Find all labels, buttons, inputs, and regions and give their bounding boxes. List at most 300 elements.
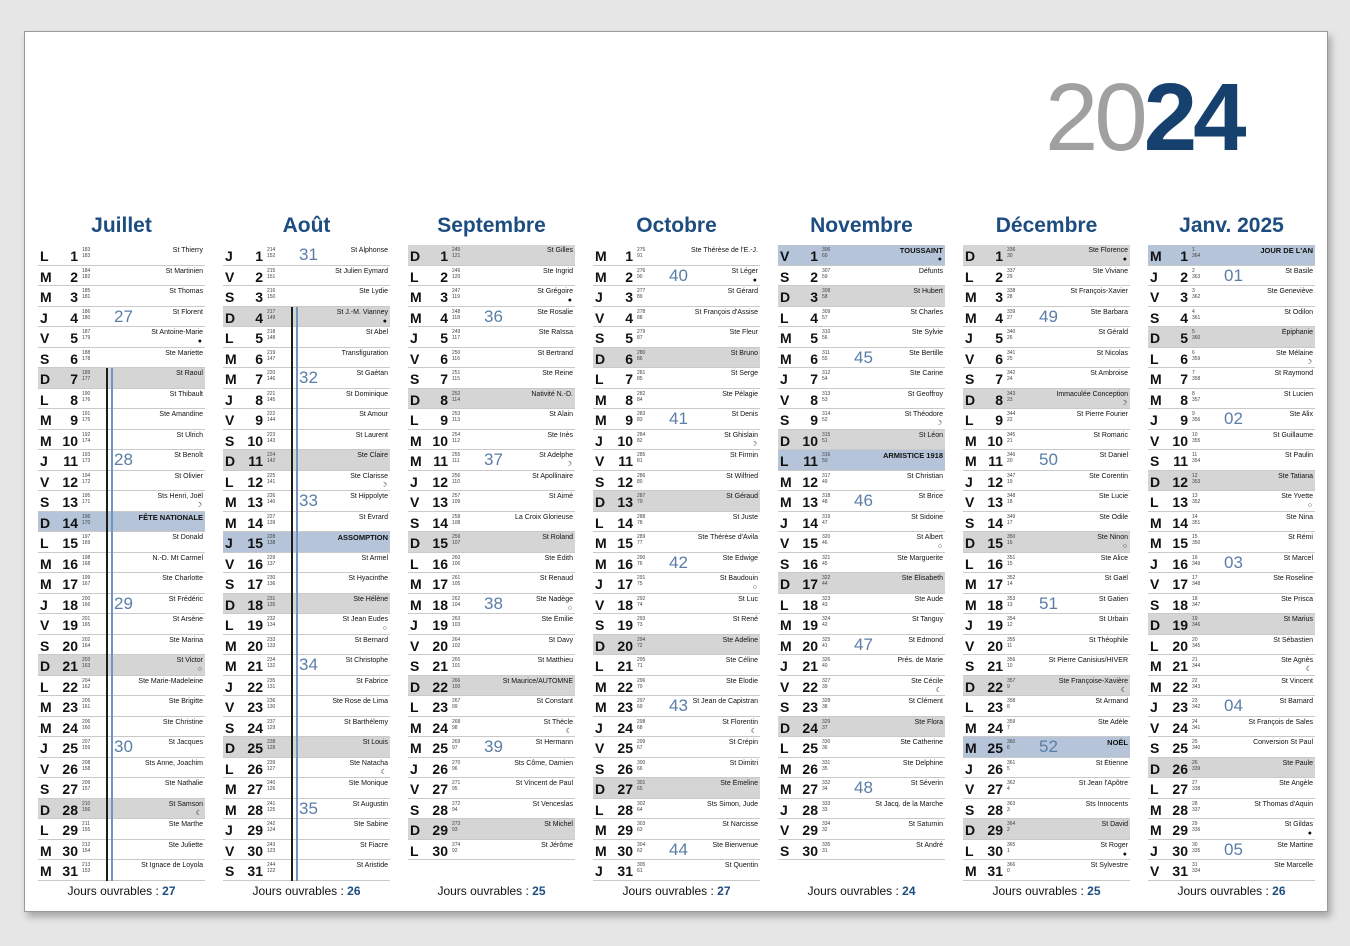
weekday-letter: M xyxy=(965,576,977,592)
weekday-letter: V xyxy=(40,617,50,633)
day-row xyxy=(963,778,1130,799)
month-name: Octobre xyxy=(636,214,717,237)
saint-name: Ste Marina xyxy=(169,636,203,644)
moon-phase-icon: ☽ xyxy=(565,461,572,468)
weekday-letter: J xyxy=(410,760,418,777)
saint-name: St Apollinaire xyxy=(532,472,573,480)
saint-name: St Hubert xyxy=(913,288,943,295)
day-number: 19 xyxy=(247,617,263,633)
weekday-letter: M xyxy=(965,740,977,756)
day-of-year: 205 161 xyxy=(82,698,91,710)
day-number: 2 xyxy=(255,268,263,285)
weekday-letter: M xyxy=(410,740,422,756)
day-of-year: 8 357 xyxy=(1192,390,1201,403)
weekday-letter: L xyxy=(410,412,419,428)
weekday-letter: M xyxy=(1150,371,1162,387)
saint-name: St Wilfried xyxy=(726,472,758,480)
week-number: 50 xyxy=(1039,450,1058,470)
weekday-letter: J xyxy=(1150,555,1158,572)
day-row xyxy=(1148,368,1315,389)
day-number: 13 xyxy=(987,494,1003,510)
weekday-letter: M xyxy=(595,842,607,859)
weekday-letter: S xyxy=(780,268,790,285)
day-of-year: 192 174 xyxy=(82,431,91,444)
day-of-year: 267 99 xyxy=(452,698,461,710)
day-number: 22 xyxy=(987,678,1003,695)
day-of-year: 222 144 xyxy=(267,411,276,423)
weekday-letter: D xyxy=(595,637,606,654)
day-number: 24 xyxy=(987,719,1003,736)
day-row xyxy=(38,614,205,635)
day-number: 29 xyxy=(432,822,448,838)
saint-name: St Olivier xyxy=(174,472,203,480)
saint-name: Ste Raïssa xyxy=(538,329,573,336)
weekday-letter: M xyxy=(780,350,792,367)
day-row xyxy=(778,450,945,471)
day-row xyxy=(593,450,760,471)
day-of-year: 355 11 xyxy=(1007,636,1016,649)
weekday-letter: D xyxy=(780,719,791,736)
day-of-year: 187 179 xyxy=(82,329,91,341)
day-number: 7 xyxy=(70,371,78,387)
day-number: 25 xyxy=(432,740,448,756)
month-name: Janv. 2025 xyxy=(1179,214,1284,237)
day-row xyxy=(223,819,390,840)
day-number: 20 xyxy=(247,637,263,654)
day-number: 20 xyxy=(617,637,633,654)
day-number: 31 xyxy=(1172,863,1188,879)
weekday-letter: S xyxy=(965,371,975,387)
holiday-bar xyxy=(106,368,113,881)
day-row xyxy=(223,840,390,861)
saint-name: Ste Claire xyxy=(357,452,388,459)
day-row xyxy=(593,737,760,758)
day-of-year: 292 74 xyxy=(637,595,646,608)
moon-phase-icon: ● xyxy=(1122,850,1127,858)
weekday-letter: M xyxy=(595,391,607,408)
saint-name: Sts Côme, Damien xyxy=(514,759,573,767)
day-row xyxy=(1148,471,1315,492)
day-number: 7 xyxy=(440,371,448,387)
saint-name: St Jean Eudes xyxy=(342,616,388,623)
day-of-year: 25 340 xyxy=(1192,739,1201,751)
week-number: 36 xyxy=(484,306,503,326)
weekday-letter: J xyxy=(1150,412,1158,428)
saint-name: Ste Tatiana xyxy=(1278,472,1313,480)
day-number: 5 xyxy=(440,330,448,346)
day-row xyxy=(408,348,575,369)
weekday-letter: V xyxy=(595,740,605,756)
day-number: 16 xyxy=(62,555,78,572)
saint-name: Ste Amandine xyxy=(159,411,203,418)
weekday-letter: S xyxy=(225,576,235,592)
saint-name: St Jacq. de la Marche xyxy=(875,800,943,808)
day-number: 10 xyxy=(617,432,633,449)
day-of-year: 286 80 xyxy=(637,472,646,485)
weekday-letter: M xyxy=(780,330,792,346)
saint-name: St Géraud xyxy=(726,493,758,500)
week-number: 32 xyxy=(299,368,318,388)
month-column xyxy=(593,214,760,909)
day-number: 26 xyxy=(62,760,78,777)
workdays-count: Jours ouvrables : 27 xyxy=(67,884,176,898)
day-row xyxy=(1148,450,1315,471)
saint-name: Ste Élodie xyxy=(726,677,758,685)
saint-name: St Léger xyxy=(731,267,758,275)
day-of-year: 346 20 xyxy=(1007,452,1016,464)
saint-name: ASSOMPTION xyxy=(337,533,388,542)
weekday-letter: M xyxy=(595,822,607,838)
weekday-letter: D xyxy=(965,391,976,408)
moon-phase-icon: ☽ xyxy=(935,420,942,427)
saint-name: Ste Viviane xyxy=(1092,267,1128,275)
weekday-letter: M xyxy=(780,781,792,797)
day-number: 8 xyxy=(625,391,633,408)
saint-name: Ste Geneviève xyxy=(1267,288,1313,295)
day-of-year: 310 56 xyxy=(822,329,831,341)
saint-name: St Thècle xyxy=(543,718,573,726)
weekday-letter: L xyxy=(780,309,789,326)
day-of-year: 213 153 xyxy=(82,862,91,874)
weekday-letter: V xyxy=(410,494,420,510)
weekday-letter: M xyxy=(780,617,792,633)
saint-name: St Laurent xyxy=(355,431,388,439)
day-row xyxy=(778,655,945,676)
day-number: 8 xyxy=(1180,391,1188,408)
saint-name: St Louis xyxy=(362,739,388,746)
day-of-year: 224 142 xyxy=(267,452,276,464)
day-number: 19 xyxy=(432,617,448,633)
weekday-letter: V xyxy=(225,842,235,859)
saint-name: St Charles xyxy=(910,308,943,316)
day-of-year: 233 133 xyxy=(267,636,276,649)
saint-name: St Martinien xyxy=(165,267,203,275)
week-number: 40 xyxy=(669,265,688,285)
day-number: 25 xyxy=(1172,740,1188,756)
weekday-letter: D xyxy=(410,678,421,695)
day-of-year: 318 48 xyxy=(822,493,831,505)
day-number: 7 xyxy=(995,371,1003,387)
day-of-year: 12 353 xyxy=(1192,472,1201,485)
day-number: 20 xyxy=(432,637,448,654)
month-days xyxy=(223,245,390,881)
weekday-letter: S xyxy=(410,371,420,387)
day-row xyxy=(223,778,390,799)
day-of-year: 263 103 xyxy=(452,616,461,628)
day-number: 23 xyxy=(802,699,818,715)
day-row xyxy=(408,532,575,553)
day-number: 10 xyxy=(432,432,448,449)
weekday-letter: M xyxy=(965,309,977,326)
moon-phase-icon: ☾ xyxy=(195,809,202,817)
saint-name: Ste Thérèse d'Avila xyxy=(697,534,758,541)
weekday-letter: V xyxy=(1150,576,1160,592)
day-number: 2 xyxy=(440,268,448,285)
day-number: 6 xyxy=(995,350,1003,367)
weekday-letter: M xyxy=(40,699,52,715)
day-row xyxy=(38,409,205,430)
day-number: 22 xyxy=(432,678,448,695)
day-number: 14 xyxy=(802,514,818,531)
day-number: 5 xyxy=(255,330,263,346)
day-of-year: 324 42 xyxy=(822,616,831,628)
weekday-letter: S xyxy=(595,760,605,777)
weekday-letter: L xyxy=(595,371,604,387)
day-number: 21 xyxy=(432,658,448,674)
weekday-letter: M xyxy=(410,289,422,305)
day-number: 3 xyxy=(255,289,263,305)
day-number: 15 xyxy=(247,535,263,551)
week-number: 39 xyxy=(484,737,503,757)
saint-name: St Victor xyxy=(176,657,203,664)
day-of-year: 295 71 xyxy=(637,657,646,669)
day-row xyxy=(223,286,390,307)
moon-phase-icon: ● xyxy=(567,297,572,304)
day-number: 13 xyxy=(432,494,448,510)
saint-name: Sts Anne, Joachim xyxy=(145,759,203,767)
day-of-year: 272 94 xyxy=(452,800,461,813)
moon-phase-icon: ○ xyxy=(1307,502,1312,509)
day-row xyxy=(963,368,1130,389)
day-number: 26 xyxy=(1172,760,1188,777)
day-number: 28 xyxy=(987,801,1003,818)
week-number: 37 xyxy=(484,450,503,470)
weekday-letter: S xyxy=(780,842,790,859)
day-row xyxy=(1148,799,1315,820)
weekday-letter: S xyxy=(965,658,975,674)
day-number: 10 xyxy=(802,432,818,449)
saint-name: St André xyxy=(916,841,943,849)
weekday-letter: D xyxy=(225,309,236,326)
day-number: 28 xyxy=(432,801,448,818)
saint-name: Ste Élisabeth xyxy=(901,575,943,582)
day-of-year: 18 347 xyxy=(1192,595,1201,608)
saint-name: Ste Prisca xyxy=(1281,595,1313,603)
day-of-year: 258 108 xyxy=(452,513,461,526)
weekday-letter: M xyxy=(965,719,977,736)
weekday-letter: J xyxy=(225,822,233,838)
day-row xyxy=(38,471,205,492)
weekday-letter: D xyxy=(965,822,976,838)
day-row xyxy=(963,348,1130,369)
weekday-letter: L xyxy=(40,248,49,264)
weekday-letter: M xyxy=(965,453,977,469)
saint-name: St Ambroise xyxy=(1090,370,1128,377)
day-number: 14 xyxy=(247,514,263,531)
day-number: 17 xyxy=(247,576,263,592)
day-row xyxy=(223,266,390,287)
saint-name: La Croix Glorieuse xyxy=(515,513,573,521)
saint-name: Ste Natacha xyxy=(349,759,388,767)
day-of-year: 359 7 xyxy=(1007,718,1016,731)
day-row xyxy=(38,491,205,512)
day-of-year: 260 106 xyxy=(452,554,461,567)
day-of-year: 357 9 xyxy=(1007,677,1016,690)
saint-name: Ste Barbara xyxy=(1090,308,1128,316)
saint-name: St Jean de Capistran xyxy=(692,698,758,705)
weekday-letter: D xyxy=(780,289,791,305)
day-number: 5 xyxy=(1180,330,1188,346)
day-number: 18 xyxy=(617,596,633,613)
weekday-letter: M xyxy=(595,678,607,695)
week-number: 02 xyxy=(1224,409,1243,429)
saint-name: St Théodore xyxy=(904,411,943,418)
day-number: 3 xyxy=(810,289,818,305)
saint-name: St Crépin xyxy=(728,739,758,746)
day-of-year: 23 342 xyxy=(1192,698,1201,710)
day-of-year: 15 350 xyxy=(1192,534,1201,546)
weekday-letter: J xyxy=(410,473,418,490)
day-row xyxy=(963,553,1130,574)
weekday-letter: L xyxy=(40,678,49,695)
day-of-year: 301 65 xyxy=(637,780,646,792)
day-number: 23 xyxy=(62,699,78,715)
month-column xyxy=(778,214,945,909)
day-number: 29 xyxy=(62,822,78,838)
day-number: 1 xyxy=(70,248,78,264)
day-of-year: 270 96 xyxy=(452,759,461,772)
saint-name: Ste Rosalie xyxy=(537,308,573,316)
saint-name: Ste Rose de Lima xyxy=(332,698,388,705)
day-of-year: 307 59 xyxy=(822,267,831,280)
weekday-letter: D xyxy=(780,576,791,592)
day-of-year: 345 21 xyxy=(1007,431,1016,444)
saint-name: Ste Florence xyxy=(1088,247,1128,254)
weekday-letter: V xyxy=(410,781,420,797)
saint-name: St Léon xyxy=(918,431,943,439)
saint-name: St Romaric xyxy=(1093,431,1128,439)
weekday-letter: S xyxy=(1150,309,1160,326)
day-row xyxy=(778,471,945,492)
saint-name: St Vincent xyxy=(1281,677,1313,685)
saint-name: St Augustin xyxy=(352,800,388,808)
day-number: 29 xyxy=(1172,822,1188,838)
day-row xyxy=(223,430,390,451)
weekday-letter: M xyxy=(40,555,52,572)
day-of-year: 361 5 xyxy=(1007,759,1016,772)
month-column xyxy=(408,214,575,909)
day-row xyxy=(963,758,1130,779)
day-row xyxy=(408,799,575,820)
day-number: 3 xyxy=(995,289,1003,305)
saint-name: Ste Lydie xyxy=(359,288,388,295)
weekday-letter: L xyxy=(780,740,789,756)
day-number: 17 xyxy=(617,576,633,592)
day-number: 11 xyxy=(988,453,1003,469)
day-row xyxy=(778,594,945,615)
day-of-year: 201 165 xyxy=(82,616,91,628)
moon-phase-icon: ○ xyxy=(567,604,572,612)
day-of-year: 312 54 xyxy=(822,370,831,382)
day-of-year: 185 181 xyxy=(82,288,91,300)
day-of-year: 335 31 xyxy=(822,841,831,854)
day-of-year: 287 79 xyxy=(637,493,646,505)
day-number: 16 xyxy=(247,555,263,572)
day-of-year: 242 124 xyxy=(267,821,276,833)
day-row xyxy=(38,532,205,553)
saint-name: Ste Martine xyxy=(1277,841,1313,849)
day-row xyxy=(778,553,945,574)
day-number: 9 xyxy=(255,412,263,428)
day-of-year: 231 135 xyxy=(267,595,276,608)
saint-name: St Donald xyxy=(172,534,203,541)
saint-name: St Edmond xyxy=(908,636,943,644)
day-of-year: 273 93 xyxy=(452,821,461,833)
saint-name: St Adelphe xyxy=(539,452,573,459)
saint-name: St François d'Assise xyxy=(694,308,758,316)
day-row xyxy=(1148,676,1315,697)
day-number: 7 xyxy=(810,371,818,387)
day-number: 5 xyxy=(810,330,818,346)
day-row xyxy=(593,245,760,266)
day-number: 11 xyxy=(433,453,448,469)
day-number: 20 xyxy=(62,637,78,654)
day-number: 18 xyxy=(802,596,818,613)
saint-name: St Raymond xyxy=(1274,370,1313,377)
saint-name: St Samson xyxy=(168,800,203,808)
saint-name: Ste Delphine xyxy=(902,759,943,767)
day-row xyxy=(408,409,575,430)
weekday-letter: S xyxy=(225,863,235,879)
day-of-year: 347 19 xyxy=(1007,472,1016,485)
day-of-year: 294 72 xyxy=(637,636,646,649)
week-number: 52 xyxy=(1039,737,1058,757)
weekday-letter: S xyxy=(1150,740,1160,756)
day-of-year: 281 85 xyxy=(637,370,646,382)
day-row xyxy=(38,368,205,389)
day-row xyxy=(963,696,1130,717)
day-of-year: 319 47 xyxy=(822,513,831,526)
weekday-letter: V xyxy=(40,760,50,777)
saint-name: Ste Reine xyxy=(542,370,573,377)
day-row xyxy=(38,717,205,738)
day-of-year: 257 109 xyxy=(452,493,461,505)
day-row xyxy=(408,717,575,738)
day-number: 29 xyxy=(247,822,263,838)
day-of-year: 236 130 xyxy=(267,698,276,710)
weekday-letter: D xyxy=(225,740,236,756)
day-number: 16 xyxy=(802,555,818,572)
weekday-letter: M xyxy=(40,863,52,879)
weekday-letter: L xyxy=(1150,350,1159,367)
week-number: 31 xyxy=(299,245,318,265)
saint-name: TOUSSAINT xyxy=(899,246,943,255)
moon-phase-icon: ☽ xyxy=(1120,399,1127,407)
day-of-year: 333 33 xyxy=(822,800,831,813)
week-number: 27 xyxy=(114,306,133,326)
day-of-year: 311 55 xyxy=(822,349,830,362)
day-of-year: 354 12 xyxy=(1007,616,1016,628)
weekday-letter: D xyxy=(965,535,976,551)
day-of-year: 342 24 xyxy=(1007,370,1016,382)
weekday-letter: J xyxy=(410,617,418,633)
day-of-year: 291 75 xyxy=(637,575,646,587)
saint-name: N.-D. Mt Carmel xyxy=(152,554,203,562)
day-of-year: 10 355 xyxy=(1192,431,1201,444)
day-of-year: 302 64 xyxy=(637,800,646,813)
saint-name: St Fiacre xyxy=(359,841,388,849)
saint-name: ARMISTICE 1918 xyxy=(882,451,943,460)
day-number: 9 xyxy=(810,412,818,428)
day-row xyxy=(223,409,390,430)
day-number: 11 xyxy=(1173,453,1188,469)
day-of-year: 322 44 xyxy=(822,575,831,587)
day-number: 6 xyxy=(1180,350,1188,367)
saint-name: St Marcel xyxy=(1283,554,1313,562)
day-row xyxy=(38,286,205,307)
saint-name: Ste Monique xyxy=(348,780,388,787)
day-row xyxy=(778,368,945,389)
